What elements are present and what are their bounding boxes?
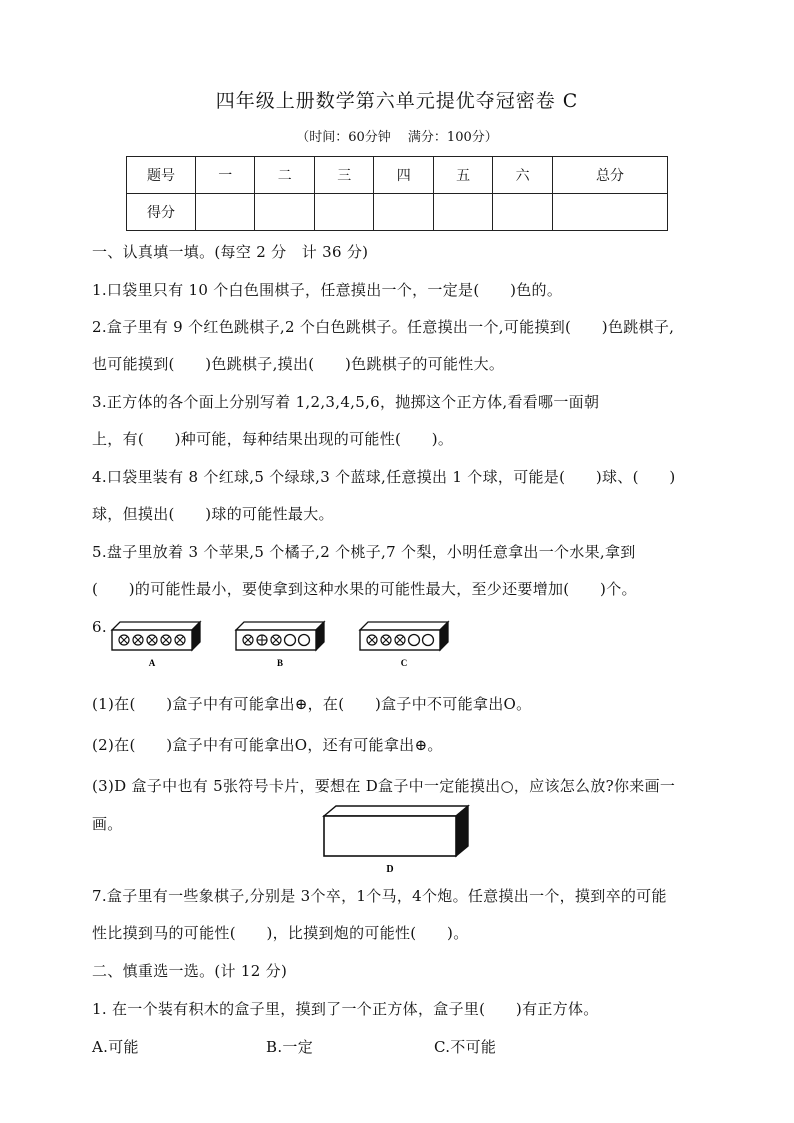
score-cell[interactable]	[196, 194, 255, 231]
header-cell: 四	[374, 157, 433, 194]
question-4-line1: 4.口袋里装有 8 个红球,5 个绿球,3 个蓝球,任意摸出 1 个球，可能是( )球、( )	[92, 468, 676, 486]
header-cell: 五	[433, 157, 492, 194]
score-cell[interactable]	[255, 194, 314, 231]
exam-info: （时间：60分钟 满分：100分）	[296, 130, 498, 145]
question-6-sub1: (1)在( )盒子中有可能拿出⊕，在( )盒子中不可能拿出O。	[92, 695, 532, 713]
question-7-line1: 7.盒子里有一些象棋子,分别是 3个卒，1个马，4个炮。任意摸出一个，摸到卒的可能	[92, 887, 667, 905]
page-title: 四年级上册数学第六单元提优夺冠密卷 C	[215, 90, 579, 112]
box-d-figure[interactable]	[318, 802, 478, 878]
question-2-line1: 2.盒子里有 9 个红色跳棋子,2 个白色跳棋子。任意摸出一个,可能摸到( )色跳棋子,	[92, 318, 675, 336]
box-b	[236, 622, 324, 668]
header-cell: 题号	[127, 157, 196, 194]
question-4-line2: 球，但摸出( )球的可能性最大。	[92, 505, 334, 523]
header-cell: 二	[255, 157, 314, 194]
question-3-line1: 3.正方体的各个面上分别写着 1,2,3,4,5,6，抛掷这个正方体,看看哪一面朝	[92, 393, 600, 411]
header-cell: 总分	[552, 157, 667, 194]
box-a	[112, 622, 200, 668]
question-6-sub3-line2: 画。	[92, 815, 123, 833]
box-c	[360, 622, 448, 668]
question-3-line2: 上，有( )种可能，每种结果出现的可能性( )。	[92, 430, 454, 448]
header-cell: 三	[314, 157, 373, 194]
question-7-line2: 性比摸到马的可能性( )，比摸到炮的可能性( )。	[92, 924, 469, 942]
mc1-option-a[interactable]: A.可能	[92, 1038, 139, 1056]
question-6-sub2: (2)在( )盒子中有可能拿出O，还有可能拿出⊕。	[92, 736, 443, 754]
question-1: 1.口袋里只有 10 个白色围棋子，任意摸出一个，一定是( )色的。	[92, 281, 563, 299]
symbol-plus-icon	[257, 635, 267, 645]
boxes-abc-figure	[104, 612, 474, 674]
question-6-sub3-line1: (3)D 盒子中也有 5张符号卡片，要想在 D盒子中一定能摸出○，应该怎么放?你来画一	[92, 777, 676, 795]
mc1-option-c[interactable]: C.不可能	[434, 1038, 497, 1056]
box-a-label: A	[148, 658, 156, 668]
score-cell[interactable]	[433, 194, 492, 231]
header-cell: 六	[493, 157, 552, 194]
score-cell[interactable]	[374, 194, 433, 231]
score-table-score-row	[127, 194, 668, 231]
section2-heading: 二、慎重选一选。(计 12 分)	[92, 962, 288, 980]
score-cell[interactable]	[314, 194, 373, 231]
box-d-label: D	[386, 864, 394, 875]
mc1-option-b[interactable]: B.一定	[266, 1038, 313, 1056]
box-b-label: B	[276, 658, 284, 668]
question-5-line2: ( )的可能性最小，要使拿到这种水果的可能性最大，至少还要增加( )个。	[92, 580, 637, 598]
mc-question-1: 1. 在一个装有积木的盒子里，摸到了一个正方体，盒子里( )有正方体。	[92, 1000, 599, 1018]
row-label: 得分	[127, 194, 196, 231]
score-cell[interactable]	[552, 194, 667, 231]
header-cell: 一	[196, 157, 255, 194]
score-table-header-row	[127, 157, 668, 194]
box-c-label: C	[400, 658, 408, 668]
score-cell[interactable]	[493, 194, 552, 231]
section1-heading: 一、认真填一填。(每空 2 分 计 36 分)	[92, 243, 369, 261]
question-6-number: 6.	[92, 618, 107, 636]
question-5-line1: 5.盘子里放着 3 个苹果,5 个橘子,2 个桃子,7 个梨，小明任意拿出一个水果,拿到	[92, 543, 636, 561]
question-2-line2: 也可能摸到( )色跳棋子,摸出( )色跳棋子的可能性大。	[92, 355, 505, 373]
score-table	[126, 156, 668, 231]
